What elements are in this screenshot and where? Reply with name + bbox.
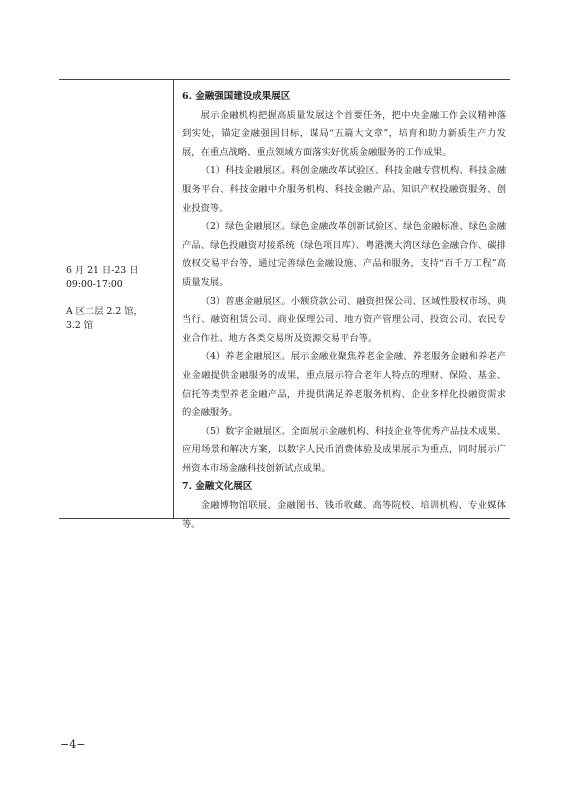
green-finance-paragraph: （2）绿色金融展区。绿色金融改革创新试验区、绿色金融标准、绿色金融产品、绿色投融资对接系统（绿色项目库）、粤港澳大湾区绿色金融合作、碳排放权交易平台等，通过完善绿色金融设施、产品和服务，支持“百千万工程”高质量发展。 <box>182 221 506 288</box>
exhibition-date: 6 月 21 日-23 日 <box>66 265 139 276</box>
page-number: −4− <box>60 738 86 751</box>
tech-finance-paragraph: （1）科技金融展区。科创金融改革试验区、科技金融专营机构、科技金融服务平台、科技金融中介服务机构、科技金融产品、知识产权投融资服务、创业投资等。 <box>182 165 506 214</box>
schedule-column <box>59 79 173 518</box>
inclusive-finance-paragraph: （3）普惠金融展区。小额贷款公司、融资担保公司、区域性股权市场、典当行、融资租赁公司、商业保理公司、地方资产管理公司、投资公司、农民专业合作社、地方各类交易所及资源交易平台等。 <box>182 295 506 344</box>
venue-line-1: A 区二层 2.2 馆， <box>66 306 143 317</box>
exhibition-venue <box>66 305 170 333</box>
table-column-divider <box>173 79 174 518</box>
section-intro-paragraph: 展示金融机构把握高质量发展这个首要任务，把中央金融工作会议精神落到实处，锚定金融强国目标，谋局“五篇大文章”，培育和助力新质生产力发展，在重点战略、重点领域方面落实好优质金融服务的工作成果。 <box>182 109 506 158</box>
financial-culture-paragraph: 金融博物馆联展、金融图书、钱币收藏、高等院校、培训机构、专业媒体等。 <box>182 500 506 530</box>
venue-line-2: 3.2 馆 <box>66 320 94 331</box>
section-heading-financial-power: 6. 金融强国建设成果展区 <box>182 91 291 102</box>
pension-finance-paragraph: （4）养老金融展区。展示金融业聚焦养老金金融、养老服务金融和养老产业金融提供金融服务的成果，重点展示符合老年人特点的理财、保险、基金、信托等类型养老金融产品，并提供满足养老服务机构、企业多样化投融资需求的金融服务。 <box>182 351 506 419</box>
digital-finance-paragraph: （5）数字金融展区。全面展示金融机构、科技企业等优秀产品技术成果、应用场景和解决方案，以数字人民币消费体验及成果展示为重点，同时展示广州资本市场金融科技创新试点成果。 <box>182 425 506 474</box>
exhibit-content-column <box>182 88 506 534</box>
section-heading-financial-culture: 7. 金融文化展区 <box>182 481 253 493</box>
exhibition-hours: 09:00-17:00 <box>66 279 123 290</box>
exhibition-time <box>66 264 170 292</box>
